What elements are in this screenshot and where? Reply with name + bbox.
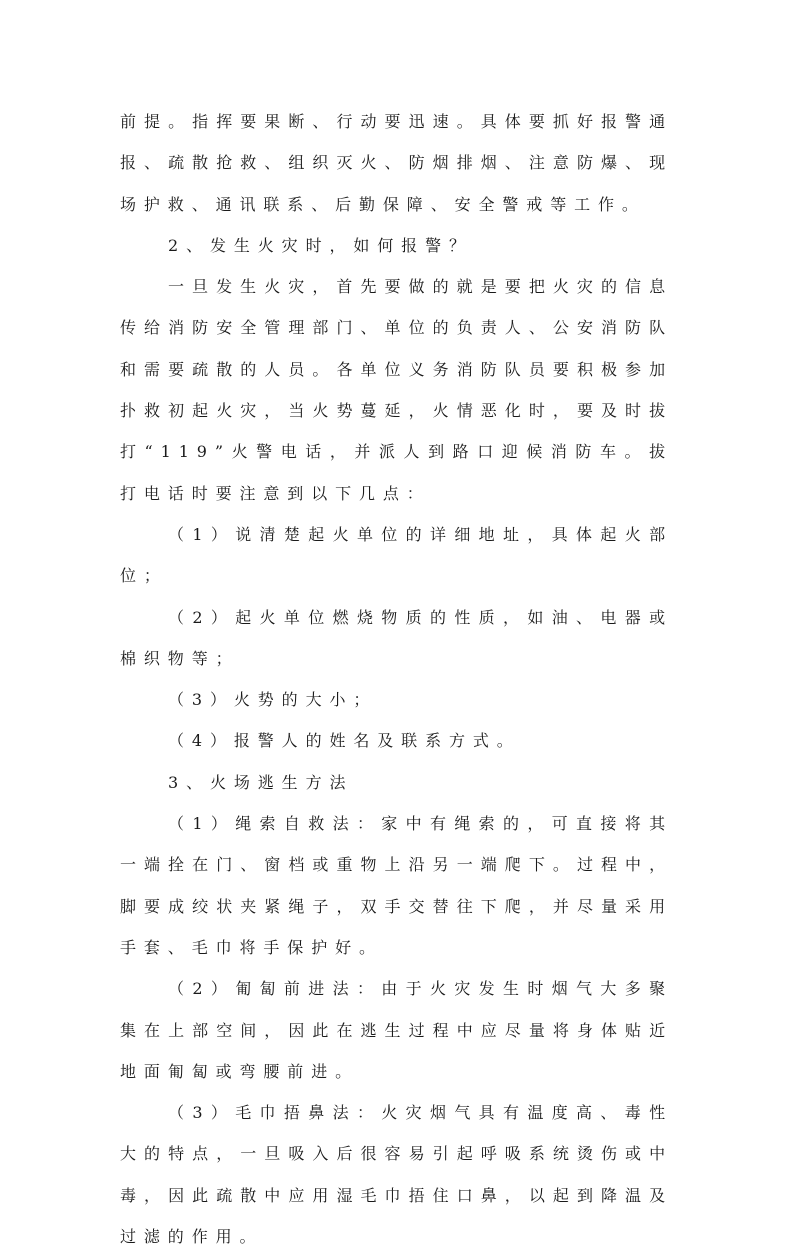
paragraph-continuation: 前提。指挥要果断、行动要迅速。具体要抓好报警通报、疏散抢救、组织灭火、防烟排烟、注意防爆、现场护救、通讯联系、后勤保障、安全警戒等工作。 [120, 112, 673, 214]
list-item-reporter: （4）报警人的姓名及联系方式。 [168, 731, 521, 751]
list-item-fire-size: （3）火势的大小； [168, 690, 378, 710]
paragraph-report-fire: 一旦发生火灾，首先要做的就是要把火灾的信息传给消防安全管理部门、单位的负责人、公安消防队和需要疏散的人员。各单位义务消防队员要积极参加扑救初起火灾，当火势蔓延，火情恶化时，要及时拔打“119”火警电话，并派人到路口迎候消防车。拔打电话时要注意到以下几点： [120, 277, 673, 503]
list-item-address: （1）说清楚起火单位的详细地址，具体起火部位； [120, 524, 673, 586]
section-heading-escape: 3、火场逃生方法 [168, 772, 354, 792]
document-page [120, 101, 673, 1257]
list-item-material: （2）起火单位燃烧物质的性质，如油、电器或棉织物等； [120, 607, 673, 668]
paragraph-rope-method: （1）绳索自救法：家中有绳索的，可直接将其一端拴在门、窗档或重物上沿另一端爬下。过程中，脚要成绞状夹紧绳子，双手交替往下爬，并尽量采用手套、毛巾将手保护好。 [120, 814, 673, 957]
paragraph-towel-method: （3）毛巾捂鼻法：火灾烟气具有温度高、毒性大的特点，一旦吸入后很容易引起呼吸系统烫伤或中毒，因此疏散中应用湿毛巾捂住口鼻，以起到降温及过滤的作用。 [120, 1103, 673, 1247]
section-heading-report-fire: 2、发生火灾时，如何报警？ [168, 235, 473, 255]
paragraph-crawl-method: （2）匍匐前进法：由于火灾发生时烟气大多聚集在上部空间，因此在逃生过程中应尽量将身体贴近地面匍匐或弯腰前进。 [120, 979, 673, 1081]
